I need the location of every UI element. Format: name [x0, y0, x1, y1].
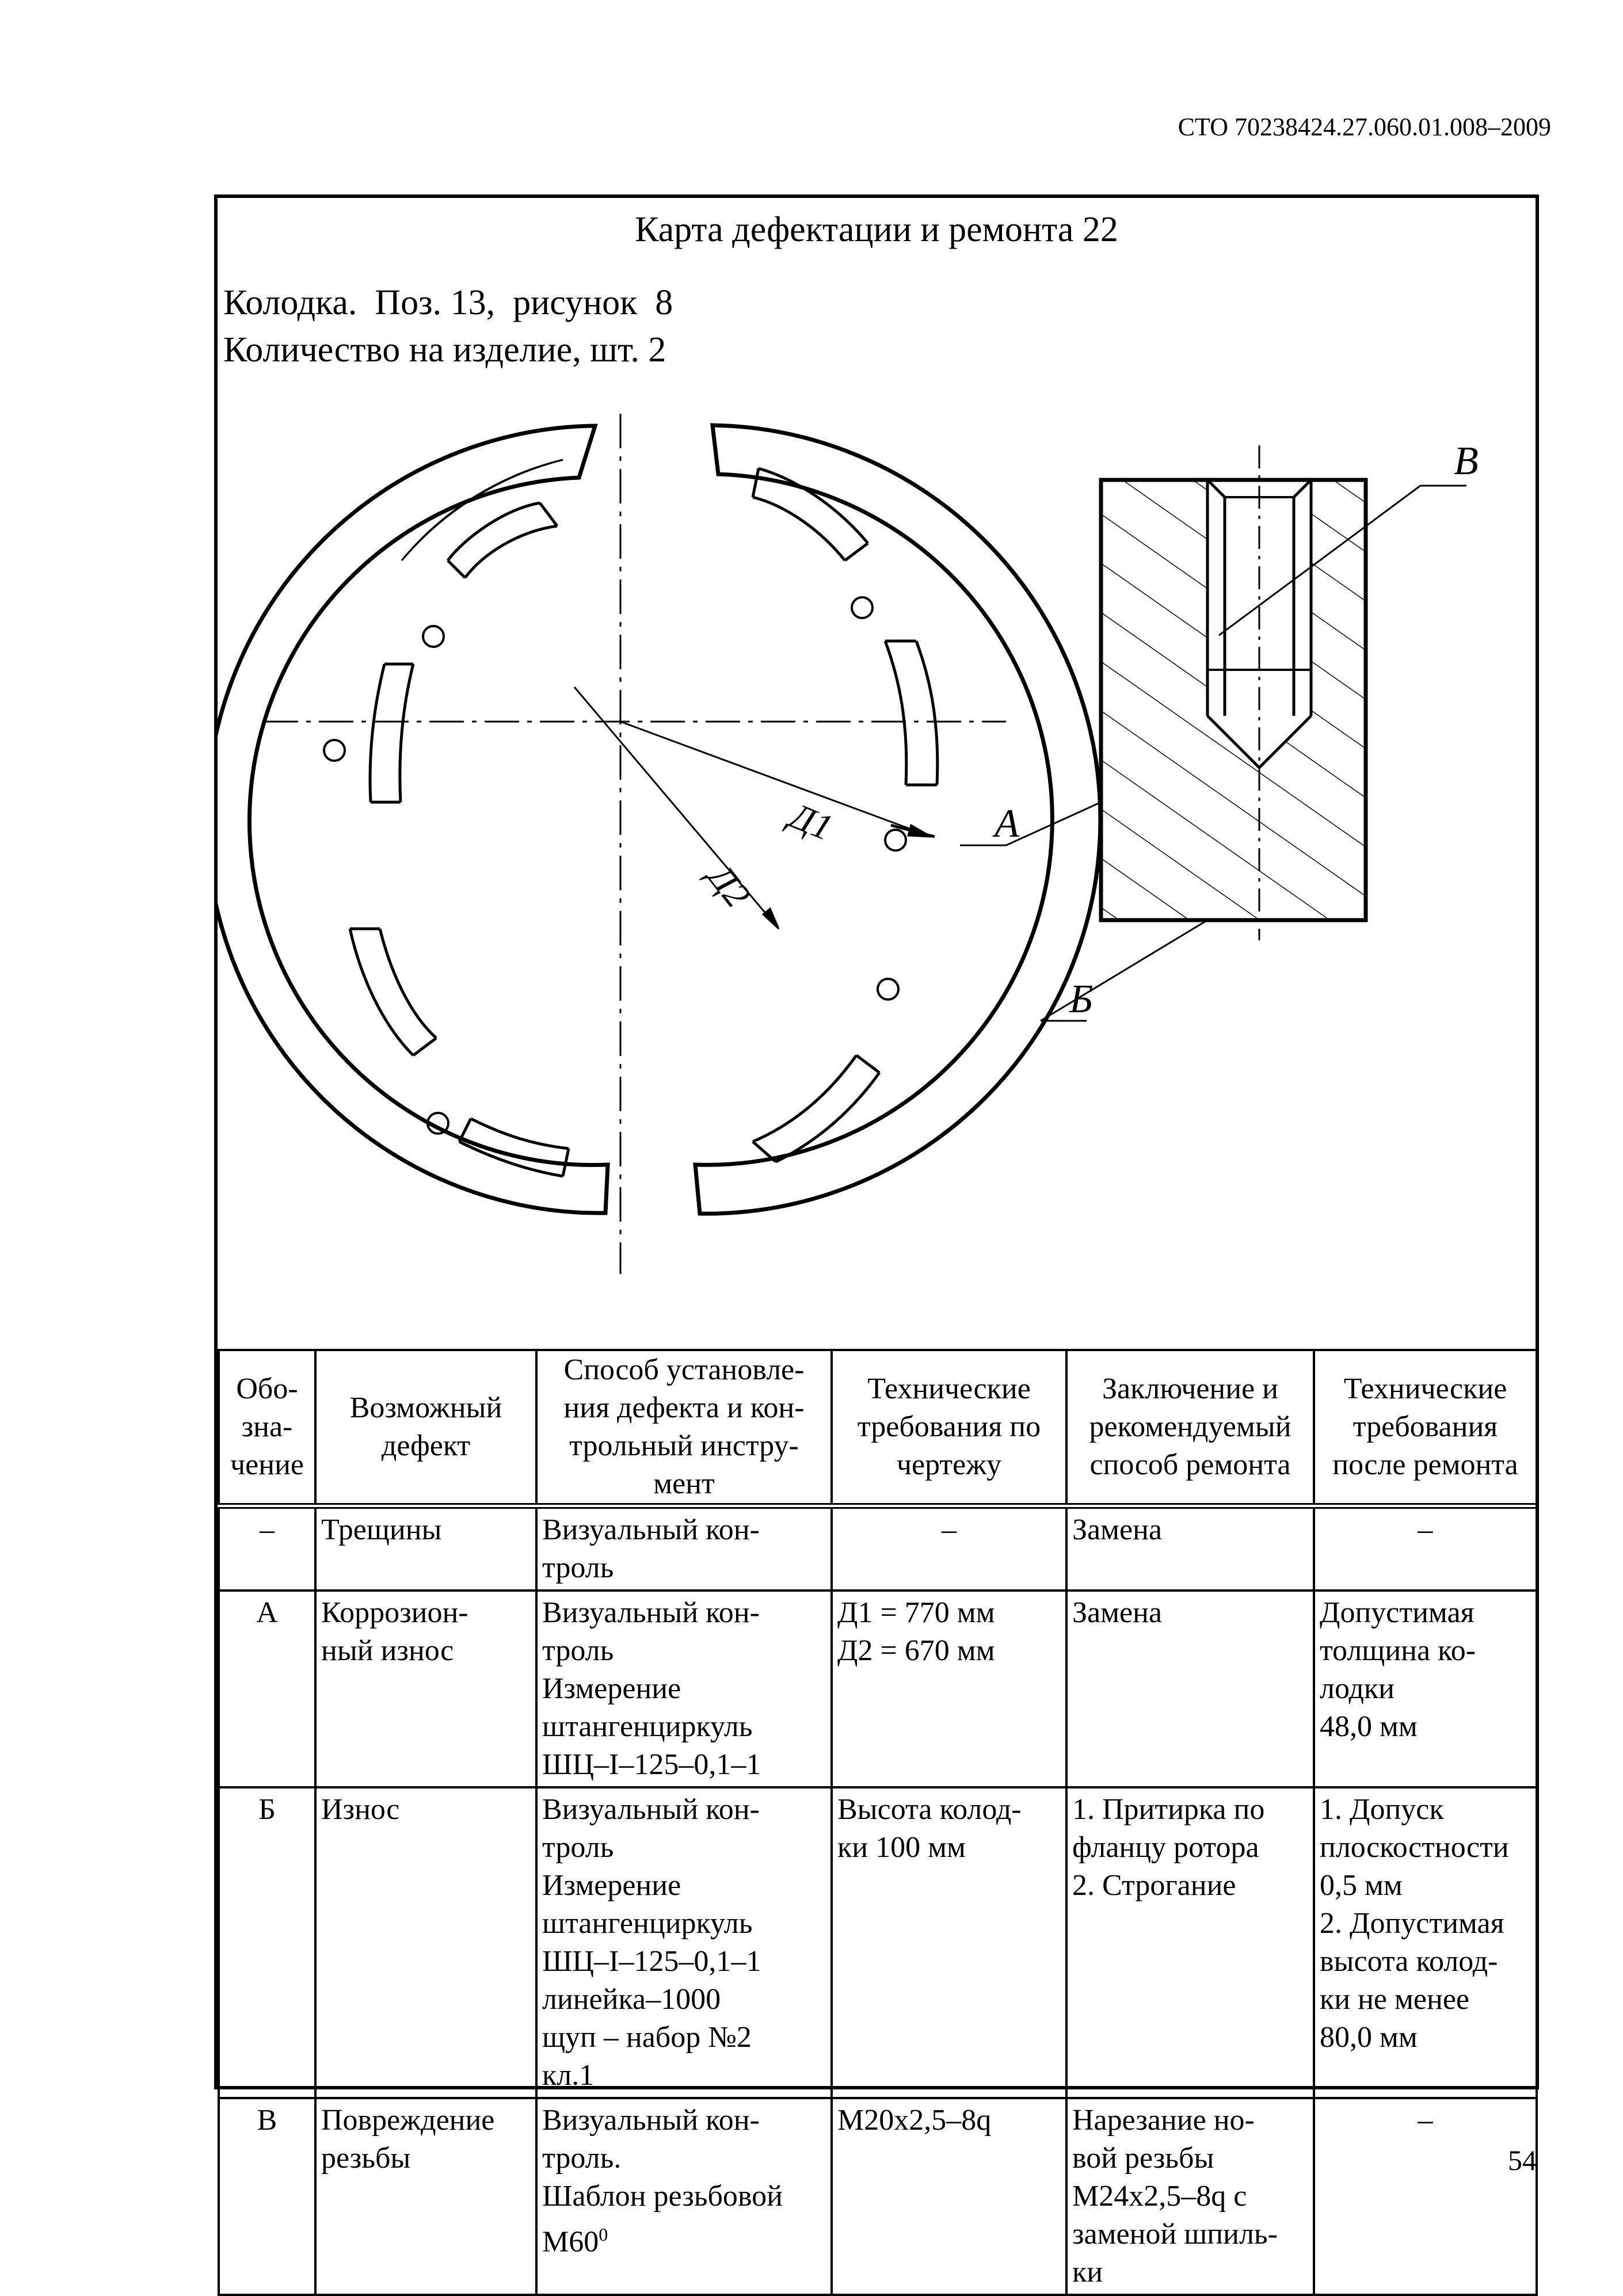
cell-after: – — [1314, 2098, 1537, 2295]
table-row — [219, 1787, 1537, 2098]
label-d1: Д1 — [784, 795, 839, 849]
defects-table — [218, 1349, 1538, 2296]
cell-conclusion: Нарезание но- вой резьбы М24х2,5–8q с заменой шпиль- ки — [1066, 2098, 1314, 2295]
page-number: 54 — [1508, 2144, 1537, 2176]
cell-defect: Износ — [315, 1787, 536, 2098]
header-defect: Возможный дефект — [315, 1350, 536, 1506]
header-code: Обо- зна- чение — [219, 1350, 315, 1506]
header-spec: Технические требования по чертежу — [832, 1350, 1066, 1506]
table-row — [219, 1591, 1537, 1787]
label-b: Б — [1069, 977, 1094, 1021]
table-row — [219, 2098, 1537, 2295]
header-conclusion: Заключение и рекомендуемый способ ремонта — [1066, 1350, 1314, 1506]
table-row — [219, 1506, 1537, 1591]
table-header-row — [219, 1350, 1537, 1506]
cell-code: Б — [219, 1787, 315, 2098]
document-code: СТО 70238424.27.060.01.008–2009 — [1178, 113, 1551, 141]
section-view — [1101, 445, 1366, 940]
technical-drawing — [218, 388, 1536, 1349]
cell-spec: М20х2,5–8q — [832, 2098, 1066, 2295]
cell-code: А — [219, 1591, 315, 1787]
superscript: 0 — [599, 2224, 608, 2245]
cell-conclusion: Замена — [1066, 1591, 1314, 1787]
label-v: В — [1454, 439, 1479, 483]
card-title: Карта дефектации и ремонта 22 — [635, 210, 1118, 249]
shoe-left — [218, 426, 608, 1213]
cell-conclusion: Замена — [1066, 1506, 1314, 1591]
cell-method: Визуальный кон- троль Измерение штангенциркуль ШЦ–I–125–0,1–1 — [536, 1591, 832, 1787]
label-a: А — [995, 802, 1019, 846]
centerlines — [264, 414, 1006, 1274]
cell-after: – — [1314, 1506, 1537, 1591]
cell-method: Визуальный кон- троль. Шаблон резьбовой $М60^0$ — [536, 2098, 832, 2295]
header-method: Способ установле- ния дефекта и кон- трольный инстру- мент — [536, 1350, 832, 1506]
cell-code: – — [219, 1506, 315, 1591]
cell-code: В — [219, 2098, 315, 2295]
shoe-right — [695, 425, 1100, 1214]
cell-conclusion: 1. Притирка по фланцу ротора 2. Строгание — [1066, 1787, 1314, 2098]
cell-defect: Трещины — [315, 1506, 536, 1591]
cell-after: Допустимая толщина ко- лодки 48,0 мм — [1314, 1591, 1537, 1787]
cell-spec: Высота колод- ки 100 мм — [832, 1787, 1066, 2098]
quantity-line: Количество на изделие, шт. 2 — [223, 330, 666, 369]
cell-method: Визуальный кон- троль — [536, 1506, 832, 1591]
cell-method: Визуальный кон- троль Измерение штангенциркуль ШЦ–I–125–0,1–1 линейка–1000 щуп – набор №2 кл.1 — [536, 1787, 832, 2098]
part-line: Колодка. Поз. 13, рисунок 8 — [223, 283, 673, 322]
cell-after: 1. Допуск плоскостности 0,5 мм 2. Допустимая высота колод- ки не менее 80,0 мм — [1314, 1787, 1537, 2098]
label-d2: Д2 — [700, 856, 759, 915]
cell-spec: Д1 = 770 мм Д2 = 670 мм — [832, 1591, 1066, 1787]
header-after: Технические требования после ремонта — [1314, 1350, 1537, 1506]
cell-spec: – — [832, 1506, 1066, 1591]
cell-defect: Повреждение резьбы — [315, 2098, 536, 2295]
cell-defect: Коррозион- ный износ — [315, 1591, 536, 1787]
